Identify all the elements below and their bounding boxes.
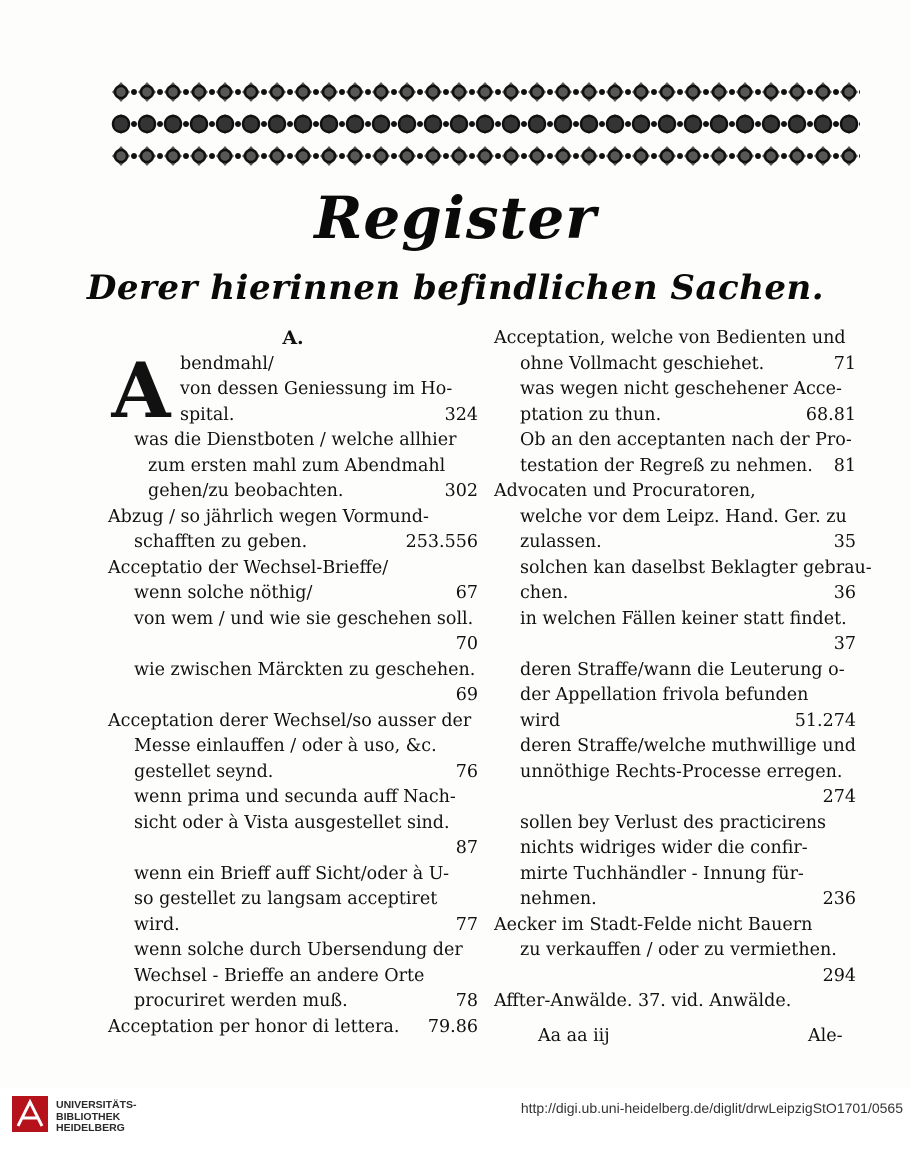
index-entry-line — [108, 352, 478, 378]
index-entry-text: Wechsel - Brieffe an andere Orte — [134, 965, 425, 986]
library-name — [56, 1100, 137, 1135]
index-entry-text: wenn solche nöthig/ — [134, 583, 313, 603]
index-entry-line — [494, 403, 856, 429]
ornament-motif — [190, 114, 215, 134]
ornament-motif — [268, 146, 293, 166]
source-url-link[interactable]: http://digi.ub.uni-heidelberg.de/diglit/drwLeipzigStO1701/0565 — [520, 1100, 903, 1116]
ornament-motif — [320, 82, 345, 102]
index-entry-text: Abzug / so jährlich wegen Vormund- — [108, 506, 429, 527]
page-reference: 79.86 — [427, 1016, 478, 1037]
ornament-motif — [242, 114, 267, 134]
page-title: Register — [314, 184, 597, 252]
ornament-motif — [112, 146, 137, 166]
page-reference: 67 — [455, 583, 478, 603]
ornament-motif — [138, 82, 163, 102]
ornament-motif — [294, 82, 319, 102]
index-entry-line — [108, 454, 478, 480]
index-entry-line — [494, 326, 856, 352]
ornament-motif — [190, 82, 215, 102]
ornament-motif — [554, 82, 579, 102]
index-entry-line — [494, 377, 856, 403]
index-entry-line — [108, 658, 478, 684]
ornament-motif — [762, 82, 787, 102]
index-entry-text: procuriret werden muß. — [134, 991, 348, 1011]
ornament-motif — [502, 82, 527, 102]
page-reference: 302 — [444, 481, 478, 501]
index-entry-line — [108, 709, 478, 735]
index-entry-line — [494, 913, 856, 939]
index-entry-line — [108, 403, 478, 429]
index-entry-text: mirte Tuchhändler - Innung für- — [520, 863, 804, 884]
index-entry-line — [108, 632, 478, 658]
library-name-line2: BIBLIOTHEK — [56, 1110, 121, 1123]
ornament-motif — [580, 146, 605, 166]
ornament-motif — [632, 146, 657, 166]
index-entry-text: wenn prima und secunda auff Nach- — [134, 787, 456, 807]
index-entry-line — [108, 964, 478, 990]
ornament-motif — [346, 146, 371, 166]
ornament-motif — [450, 146, 475, 166]
index-entry-text: wie zwischen Märckten zu geschehen. — [134, 659, 476, 680]
ornament-motif — [476, 146, 501, 166]
viewer-footer — [0, 1088, 911, 1152]
index-entry-line — [494, 709, 856, 735]
index-entry-text: gestellet seynd. — [134, 761, 274, 782]
section-letter-text: A. — [282, 327, 304, 349]
index-entry-line — [108, 683, 478, 709]
ornament-motif — [424, 114, 449, 134]
index-entry-text: Aecker im Stadt-Felde nicht Bauern — [494, 914, 813, 935]
index-entry-text: zu verkauffen / oder zu vermiethen. — [520, 940, 837, 960]
index-entry-line — [494, 428, 856, 454]
index-entry-text: bendmahl/ — [180, 353, 274, 374]
page-reference: 236 — [822, 889, 856, 909]
index-entry-line — [494, 479, 856, 505]
ornament-motif — [658, 114, 683, 134]
ornament-motif — [112, 82, 137, 102]
index-entry-text: solchen kan daselbst Beklagter gebrau- — [520, 557, 872, 578]
index-entry-line — [108, 938, 478, 964]
index-entry-line — [108, 862, 478, 888]
ornament-motif — [242, 82, 267, 102]
index-entry-line — [108, 581, 478, 607]
ornament-motif — [762, 146, 787, 166]
ornament-motif — [268, 82, 293, 102]
ornament-motif — [684, 146, 709, 166]
index-entry-text: nichts widriges wider die confir- — [520, 838, 808, 858]
ornament-motif — [580, 82, 605, 102]
ornament-motif — [216, 82, 241, 102]
index-entry-line — [494, 811, 856, 837]
index-entry-line — [108, 811, 478, 837]
index-entry-line — [108, 530, 478, 556]
ornament-motif — [788, 146, 813, 166]
index-entry-line — [494, 632, 856, 658]
index-entry-line — [108, 785, 478, 811]
ornament-motif — [372, 114, 397, 134]
index-entry-text: ptation zu thun. — [520, 404, 662, 425]
ornament-motif — [190, 146, 215, 166]
index-column-left — [108, 326, 478, 1040]
index-entry-text: wenn solche durch Ubersendung der — [134, 940, 463, 960]
page-reference: 78 — [455, 991, 478, 1011]
index-entry-line — [494, 785, 856, 811]
ornament-motif — [814, 82, 839, 102]
ornament-motif — [710, 146, 735, 166]
index-entry-text: Affter-Anwälde. 37. vid. Anwälde. — [494, 991, 792, 1011]
ornament-motif — [736, 146, 761, 166]
index-entry-text: welche vor dem Leipz. Hand. Ger. zu — [520, 506, 847, 527]
ornament-motif — [164, 114, 189, 134]
ornament-motif — [138, 146, 163, 166]
ornament-motif — [242, 146, 267, 166]
ornament-motif — [164, 82, 189, 102]
index-entry-text: nehmen. — [520, 889, 597, 909]
index-entries-right — [494, 326, 872, 1015]
ornament-motif — [372, 82, 397, 102]
index-entry-line — [108, 377, 478, 403]
library-name-line1: UNIVERSITÄTS- — [56, 1099, 137, 1111]
page-reference: 68.81 — [805, 404, 856, 425]
index-entry-line — [494, 505, 856, 531]
ornament-motif — [606, 114, 631, 134]
ornament-motif — [372, 146, 397, 166]
index-entry-text: unnöthige Rechts-Processe erregen. — [520, 761, 843, 782]
index-entry-text: wird — [520, 710, 561, 731]
ornament-motif — [528, 82, 553, 102]
index-entry-line — [494, 989, 856, 1015]
page-reference: 51.274 — [794, 710, 856, 731]
index-entry-line — [494, 454, 856, 480]
page-reference: 253.556 — [405, 532, 478, 552]
index-entry-text: Acceptatio der Wechsel-Brieffe/ — [108, 557, 389, 578]
ornament-motif — [294, 146, 319, 166]
index-entry-text: in welchen Fällen keiner statt findet. — [520, 608, 847, 629]
ornament-motif — [606, 146, 631, 166]
ornamental-border — [108, 78, 860, 170]
ornament-motif — [164, 146, 189, 166]
ornament-motif — [840, 82, 860, 102]
ornament-motif — [684, 114, 709, 134]
ornament-motif — [710, 114, 735, 134]
page-reference: 36 — [833, 583, 856, 603]
ornament-motif — [450, 114, 475, 134]
index-entry-text: Acceptation, welche von Bedienten und — [494, 328, 846, 348]
ornament-motif — [554, 114, 579, 134]
page-reference: 35 — [833, 532, 856, 552]
index-entry-text: chen. — [520, 583, 569, 603]
ornament-motif — [268, 114, 293, 134]
page-reference: 70 — [455, 634, 478, 654]
ornament-motif — [424, 146, 449, 166]
index-entry-line — [108, 428, 478, 454]
index-entry-text: schafften zu geben. — [134, 532, 308, 552]
page-subtitle: Derer hierinnen befindlichen Sachen. — [86, 268, 825, 308]
ornament-motif — [216, 146, 241, 166]
index-entry-line — [494, 607, 856, 633]
page-reference: 324 — [444, 404, 478, 425]
index-entry-text: spital. — [180, 404, 235, 425]
index-entry-text: so gestellet zu langsam acceptiret — [134, 889, 438, 909]
index-entry-text: wird. — [134, 914, 180, 935]
page-reference: 274 — [822, 787, 856, 807]
index-entry-text: Ob an den acceptanten nach der Pro- — [520, 430, 852, 450]
index-entry-text: von wem / und wie sie geschehen soll. — [134, 608, 474, 629]
ornament-motif — [840, 146, 860, 166]
index-entry-line — [108, 760, 478, 786]
index-entry-line — [494, 530, 856, 556]
index-entries-left — [108, 346, 478, 1041]
index-entry-text: deren Straffe/wann die Leuterung o- — [520, 659, 845, 680]
index-entry-line — [108, 556, 478, 582]
index-entry-text: sollen bey Verlust des practicirens — [520, 812, 827, 833]
index-entry-text: testation der Regreß zu nehmen. — [520, 455, 813, 476]
ornament-motif — [112, 114, 137, 134]
index-entry-text: was die Dienstboten / welche allhier — [134, 430, 457, 450]
index-entry-line — [494, 683, 856, 709]
ornament-motif — [398, 146, 423, 166]
ornament-motif — [476, 114, 501, 134]
page-reference: 87 — [455, 838, 478, 858]
index-entry-line — [108, 913, 478, 939]
index-entry-line — [494, 658, 856, 684]
index-entry-line — [108, 479, 478, 505]
index-entry-text: Acceptation per honor di lettera. — [108, 1016, 400, 1037]
index-entry-text: Messe einlauffen / oder à uso, &c. — [134, 736, 437, 756]
index-entry-line — [494, 964, 856, 990]
library-name-line3: HEIDELBERG — [56, 1122, 125, 1134]
ornament-motif — [346, 82, 371, 102]
index-entry-text: Advocaten und Procuratoren, — [494, 481, 756, 501]
catchword: Ale- — [808, 1026, 843, 1046]
page-reference: 76 — [455, 761, 478, 782]
index-entry-line — [494, 836, 856, 862]
ornament-motif — [736, 114, 761, 134]
index-entry-text: gehen/zu beobachten. — [148, 481, 344, 501]
page-reference: 294 — [822, 965, 856, 986]
ornament-motif — [294, 114, 319, 134]
signature-mark: Aa aa iij — [538, 1026, 610, 1046]
ornament-motif — [398, 114, 423, 134]
index-entry-text: von dessen Geniessung im Ho- — [180, 379, 453, 399]
ornament-motif — [580, 114, 605, 134]
library-logo-icon — [12, 1096, 48, 1132]
ornament-motif — [528, 114, 553, 134]
ornament-motif — [658, 146, 683, 166]
index-entry-text: deren Straffe/welche muthwillige und — [520, 736, 856, 756]
ornament-motif — [138, 114, 163, 134]
page-reference: 81 — [833, 455, 856, 476]
ornament-motif — [424, 82, 449, 102]
ornament-motif — [814, 146, 839, 166]
ornament-motif — [450, 82, 475, 102]
index-entry-text: zum ersten mahl zum Abendmahl — [148, 455, 446, 476]
ornament-motif — [554, 146, 579, 166]
index-entry-line — [494, 760, 856, 786]
index-entry-line — [494, 734, 856, 760]
ornament-motif — [814, 114, 839, 134]
ornament-motif — [710, 82, 735, 102]
drop-cap: A — [111, 346, 171, 435]
index-entry-line — [494, 581, 856, 607]
index-column-right — [494, 326, 872, 1015]
ornament-motif — [736, 82, 761, 102]
ornament-motif — [684, 82, 709, 102]
ornament-motif — [320, 146, 345, 166]
ornament-motif — [346, 114, 371, 134]
index-entry-line — [108, 734, 478, 760]
index-entry-text: sicht oder à Vista ausgestellet sind. — [134, 812, 450, 833]
index-entry-text: wenn ein Brieff auff Sicht/oder à U- — [134, 863, 450, 884]
index-entry-line — [494, 352, 856, 378]
ornament-motif — [502, 114, 527, 134]
index-entry-text: zulassen. — [520, 532, 602, 552]
page-reference: 37 — [833, 634, 856, 654]
index-entry-text: der Appellation frivola befunden — [520, 685, 809, 705]
index-entry-line — [108, 1015, 478, 1041]
index-entry-text: Acceptation derer Wechsel/so ausser der — [108, 710, 472, 731]
ornament-motif — [788, 114, 813, 134]
index-entry-line — [494, 938, 856, 964]
ornament-motif — [632, 82, 657, 102]
index-entry-line — [108, 989, 478, 1015]
index-entry-line — [494, 887, 856, 913]
ornament-motif — [216, 114, 241, 134]
index-entry-line — [108, 887, 478, 913]
index-entry-line — [494, 556, 872, 582]
page-reference: 71 — [833, 353, 856, 374]
index-entry-line — [108, 505, 478, 531]
index-entry-text: was wegen nicht geschehener Acce- — [520, 379, 842, 399]
page-reference: 77 — [455, 914, 478, 935]
index-entry-line — [494, 862, 856, 888]
ornament-motif — [788, 82, 813, 102]
ornament-motif — [658, 82, 683, 102]
index-entry-line — [108, 836, 478, 862]
ornament-motif — [320, 114, 345, 134]
index-entry-line — [108, 607, 478, 633]
ornament-motif — [762, 114, 787, 134]
ornament-motif — [528, 146, 553, 166]
ornament-motif — [840, 114, 860, 134]
ornament-motif — [606, 82, 631, 102]
page-reference: 69 — [455, 685, 478, 705]
ornament-motif — [632, 114, 657, 134]
ornament-motif — [476, 82, 501, 102]
ornament-motif — [502, 146, 527, 166]
index-entry-text: ohne Vollmacht geschiehet. — [520, 353, 765, 374]
ornament-motif — [398, 82, 423, 102]
